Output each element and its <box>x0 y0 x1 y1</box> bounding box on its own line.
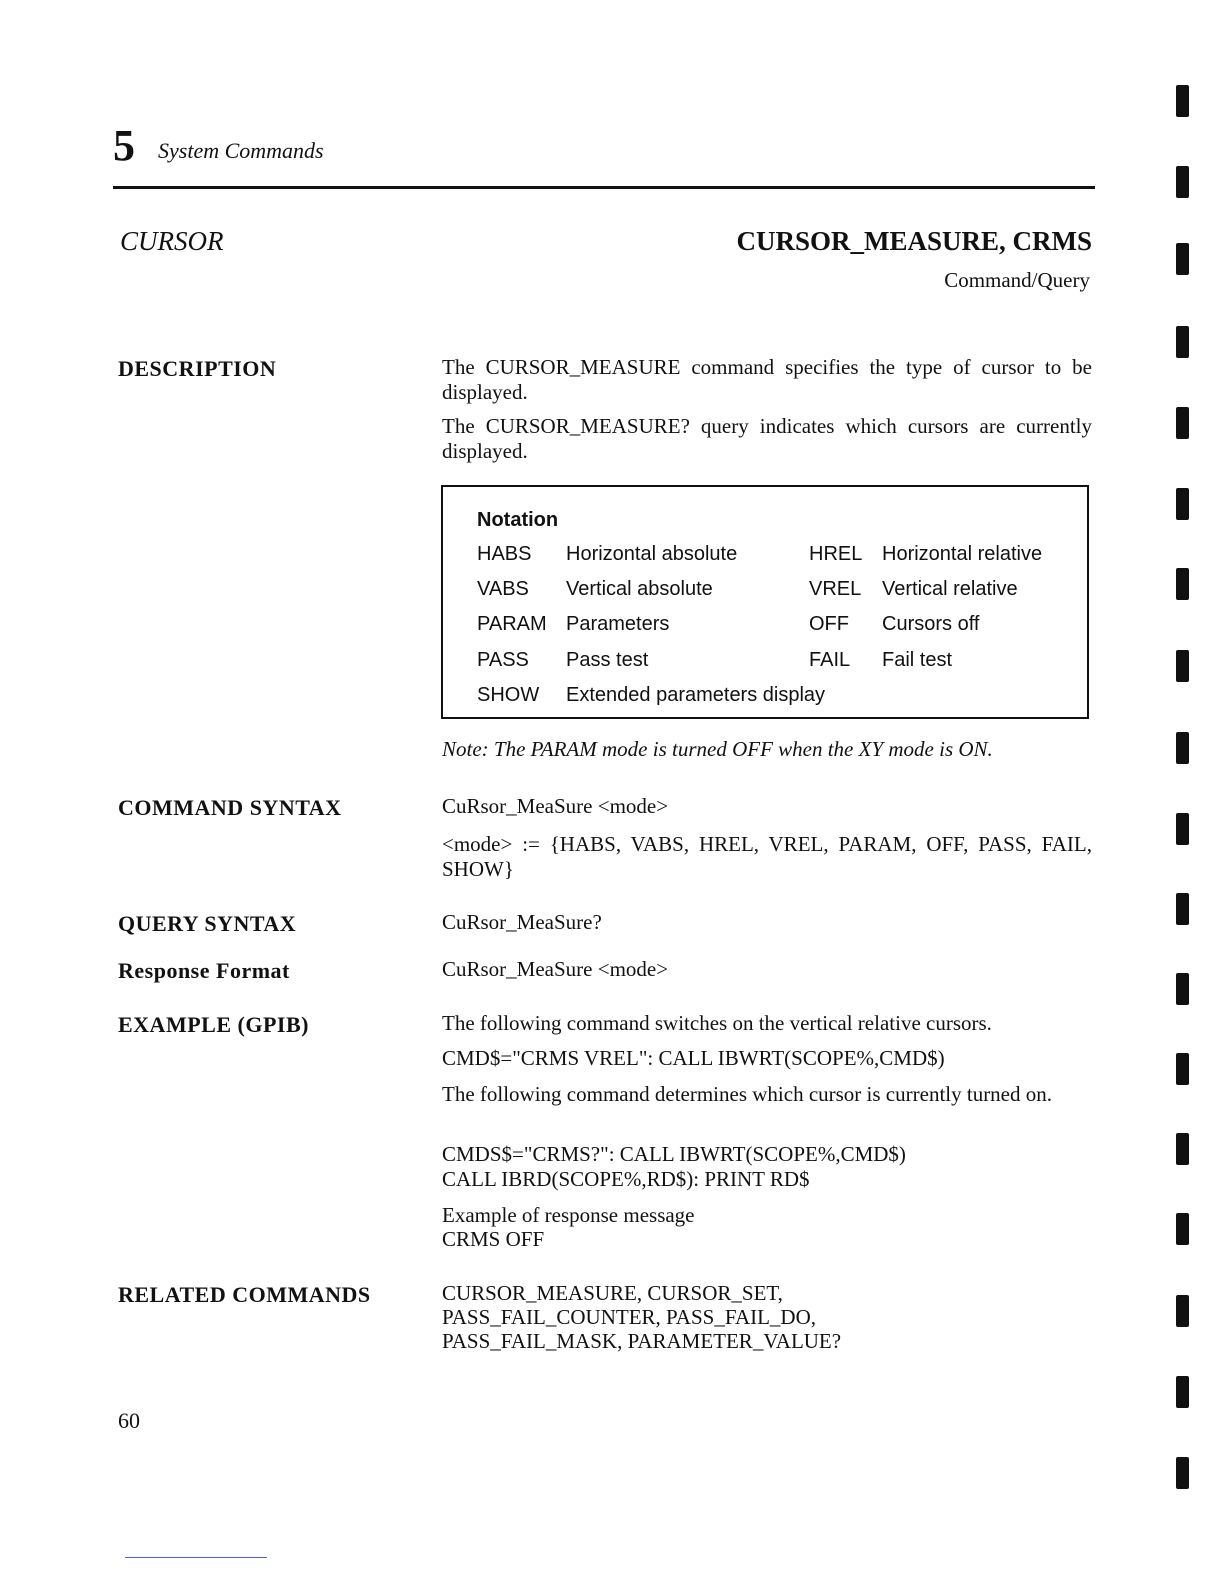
notation-code: PASS <box>477 649 529 671</box>
edge-mark <box>1176 1133 1189 1165</box>
command-title: CURSOR_MEASURE, CRMS <box>736 226 1092 256</box>
edge-mark <box>1176 813 1189 845</box>
notation-code: FAIL <box>809 649 851 671</box>
example-code-1: CMD$="CRMS VREL": CALL IBWRT(SCOPE%,CMD$) <box>442 1046 945 1070</box>
notation-title: Notation <box>477 509 559 531</box>
notation-desc: Extended parameters display <box>566 684 826 706</box>
description-paragraph-1: The CURSOR_MEASURE command specifies the type of cursor to be displayed. <box>442 355 1092 404</box>
notation-code: SHOW <box>477 684 540 706</box>
footer-line <box>125 1557 267 1558</box>
page-number: 60 <box>118 1408 140 1433</box>
edge-mark <box>1176 1053 1189 1085</box>
edge-mark <box>1176 243 1189 275</box>
example-code-2a: CMDS$="CRMS?": CALL IBWRT(SCOPE%,CMD$) <box>442 1142 906 1166</box>
chapter-title: System Commands <box>158 138 324 163</box>
related-commands-label: RELATED COMMANDS <box>118 1282 371 1307</box>
edge-mark <box>1176 488 1189 520</box>
notation-code: PARAM <box>477 613 547 635</box>
edge-mark <box>1176 893 1189 925</box>
edge-mark <box>1176 1457 1189 1489</box>
notation-desc: Vertical relative <box>882 578 1018 600</box>
response-format-line: CuRsor_MeaSure <mode> <box>442 957 669 981</box>
command-syntax-mode: <mode> := {HABS, VABS, HREL, VREL, PARAM, OFF, PASS, FAIL, SHOW} <box>442 832 1092 881</box>
notation-code: HABS <box>477 543 532 565</box>
notation-code: OFF <box>809 613 849 635</box>
notation-desc: Horizontal absolute <box>566 543 738 565</box>
command-type: Command/Query <box>944 268 1090 292</box>
notation-code: HREL <box>809 543 863 565</box>
query-syntax-label: QUERY SYNTAX <box>118 911 297 936</box>
notation-code: VABS <box>477 578 529 600</box>
notation-row <box>443 684 1087 714</box>
example-code-3: CRMS OFF <box>442 1227 545 1251</box>
chapter-number: 5 <box>113 121 135 170</box>
edge-mark <box>1176 85 1189 117</box>
edge-mark <box>1176 326 1189 358</box>
edge-mark <box>1176 1213 1189 1245</box>
notation-code: VREL <box>809 578 862 600</box>
note: Note: The PARAM mode is turned OFF when the XY mode is ON. <box>442 737 993 761</box>
edge-mark <box>1176 568 1189 600</box>
response-format-label: Response Format <box>118 958 290 983</box>
notation-desc: Horizontal relative <box>882 543 1043 565</box>
example-label: EXAMPLE (GPIB) <box>118 1012 309 1037</box>
notation-desc: Vertical absolute <box>566 578 713 600</box>
notation-row <box>443 613 1087 643</box>
notation-row <box>443 543 1087 573</box>
description-paragraph-2: The CURSOR_MEASURE? query indicates which cursors are currently displayed. <box>442 414 1092 463</box>
section-name: CURSOR <box>120 226 224 256</box>
notation-desc: Fail test <box>882 649 953 671</box>
command-syntax-line: CuRsor_MeaSure <mode> <box>442 794 669 818</box>
example-text-1: The following command switches on the vertical relative cursors. <box>442 1011 992 1035</box>
notation-row <box>443 578 1087 608</box>
edge-mark <box>1176 1376 1189 1408</box>
notation-desc: Cursors off <box>882 613 980 635</box>
related-line-1: CURSOR_MEASURE, CURSOR_SET, <box>442 1281 783 1305</box>
notation-desc: Pass test <box>566 649 649 671</box>
edge-mark <box>1176 732 1189 764</box>
description-label: DESCRIPTION <box>118 356 277 381</box>
edge-mark <box>1176 407 1189 439</box>
query-syntax-line: CuRsor_MeaSure? <box>442 910 602 934</box>
related-line-2: PASS_FAIL_COUNTER, PASS_FAIL_DO, <box>442 1305 817 1329</box>
header-rule <box>113 186 1095 189</box>
edge-mark <box>1176 650 1189 682</box>
example-code-2b: CALL IBRD(SCOPE%,RD$): PRINT RD$ <box>442 1167 810 1191</box>
edge-mark <box>1176 1295 1189 1327</box>
edge-mark <box>1176 973 1189 1005</box>
notation-desc: Parameters <box>566 613 670 635</box>
related-line-3: PASS_FAIL_MASK, PARAMETER_VALUE? <box>442 1329 842 1353</box>
example-text-3: Example of response message <box>442 1203 695 1227</box>
notation-row <box>443 649 1087 679</box>
command-syntax-label: COMMAND SYNTAX <box>118 795 342 820</box>
notation-box <box>441 485 1089 719</box>
example-text-2: The following command determines which cursor is currently turned on. <box>442 1082 1053 1106</box>
edge-mark <box>1176 166 1189 198</box>
